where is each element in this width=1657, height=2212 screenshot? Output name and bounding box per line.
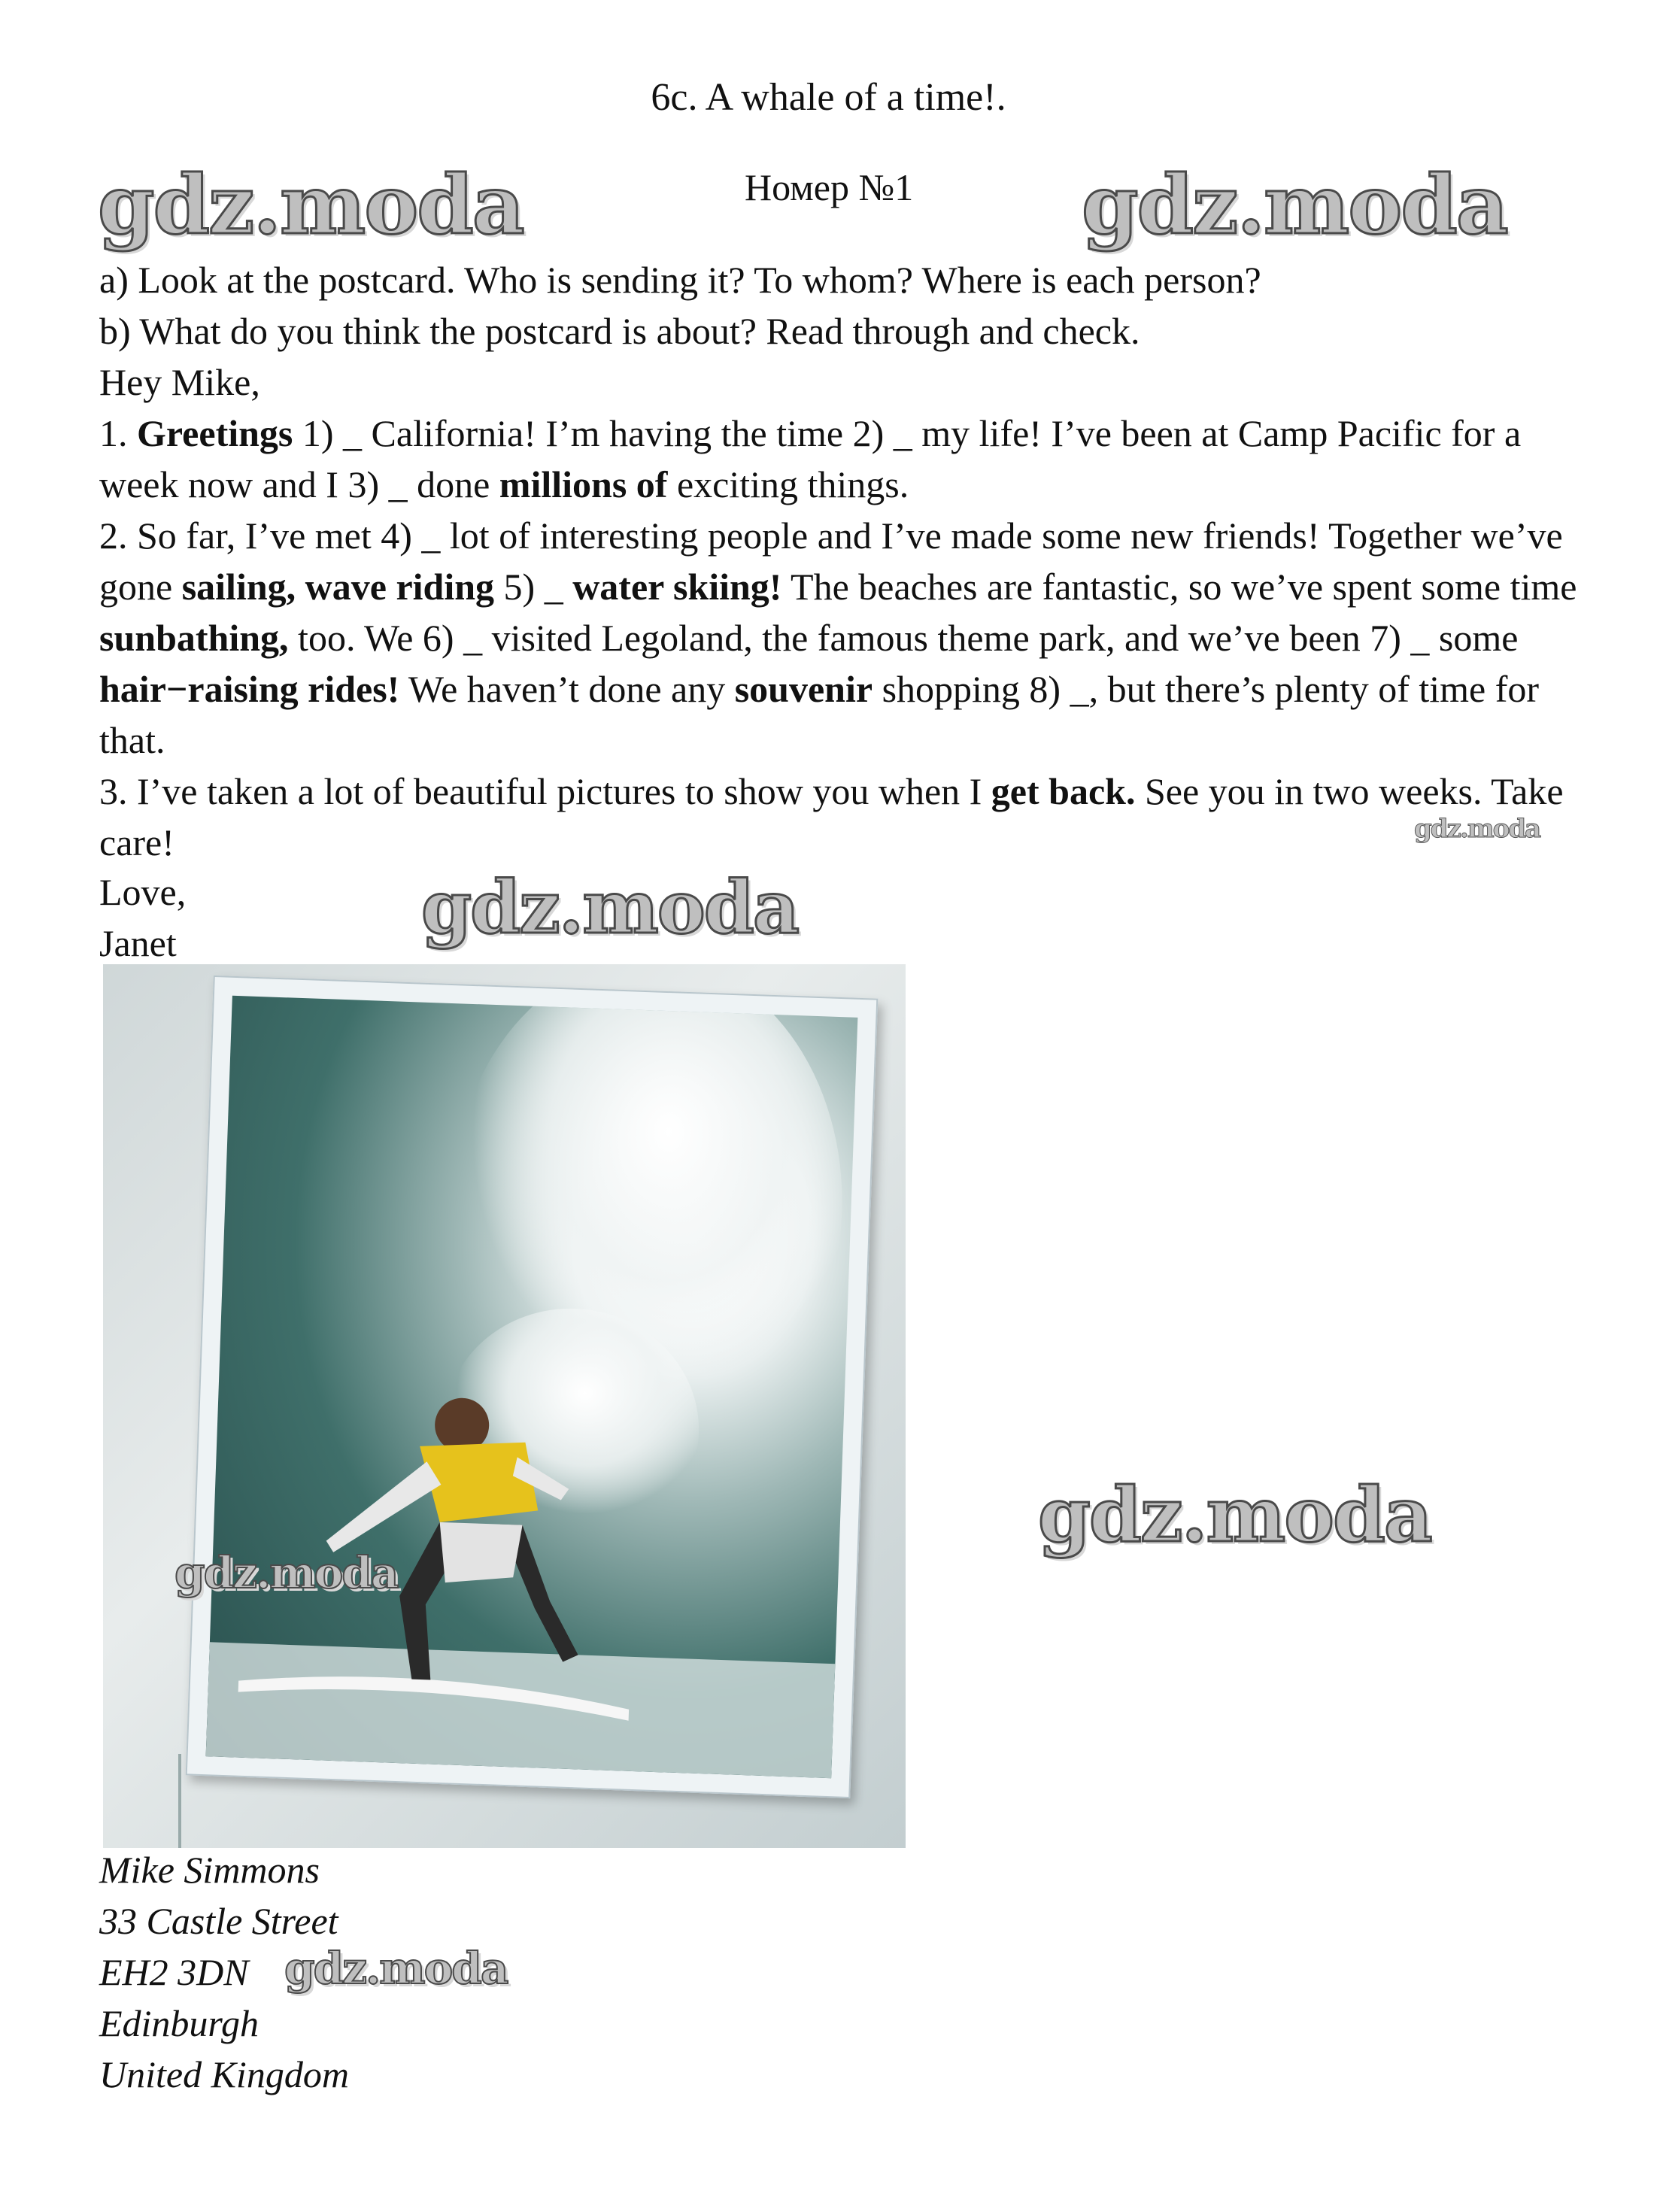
address-postcode: EH2 3DN: [99, 1951, 249, 1993]
watermark: gdz.moda: [284, 1943, 508, 1994]
surfer-image: [206, 996, 858, 1778]
watermark: gdz.moda: [98, 158, 524, 253]
watermark: gdz.moda: [1414, 814, 1540, 844]
watermark: gdz.moda: [175, 1547, 398, 1598]
address-name: Mike Simmons: [99, 1849, 320, 1891]
page-title: 6c. A whale of a time!.: [651, 76, 1006, 119]
paragraph-3: 3. I’ve taken a lot of beautiful pictures to show you when I get back. See you in two weeks. Take care!: [99, 770, 1564, 863]
closing-word: Love,: [99, 871, 187, 913]
postcard-edge: [178, 1754, 181, 1848]
watermark: gdz.moda: [421, 865, 799, 950]
paragraph-1: 1. Greetings 1) _ California! I’m having the time 2) _ my life! I’ve been at Camp Pacific for a week now and I 3) _ done millions of exciting things.: [99, 412, 1522, 505]
letter-greeting: Hey Mike,: [99, 361, 260, 403]
watermark: gdz.moda: [1038, 1470, 1431, 1559]
exercise-number: Номер №1: [745, 166, 914, 208]
letter-body: [99, 254, 1596, 868]
photo-frame: [186, 976, 879, 1798]
paragraph-2: 2. So far, I’ve met 4) _ lot of interesting people and I’ve made some new friends! Together we’ve gone sailing, wave riding 5) _ water skiing! The beaches are fantastic, so we’ve spent some time sunbathing, too. We 6) _ visited Legoland, the famous theme park, and we’ve been 7) _ some hair−raising rides! We haven’t done any souvenir shopping 8) _, but there’s plenty of time for that.: [99, 514, 1577, 761]
postcard-photo: [103, 964, 906, 1848]
watermark: gdz.moda: [1082, 158, 1507, 253]
task-a: a) Look at the postcard. Who is sending it? To whom? Where is each person?: [99, 259, 1261, 301]
task-b: b) What do you think the postcard is about? Read through and check.: [99, 310, 1140, 352]
signature: Janet: [99, 922, 177, 964]
address-city: Edinburgh: [99, 2002, 259, 2044]
address-country: United Kingdom: [99, 2053, 349, 2095]
letter-closing: [99, 866, 186, 969]
address-street: 33 Castle Street: [99, 1900, 338, 1942]
